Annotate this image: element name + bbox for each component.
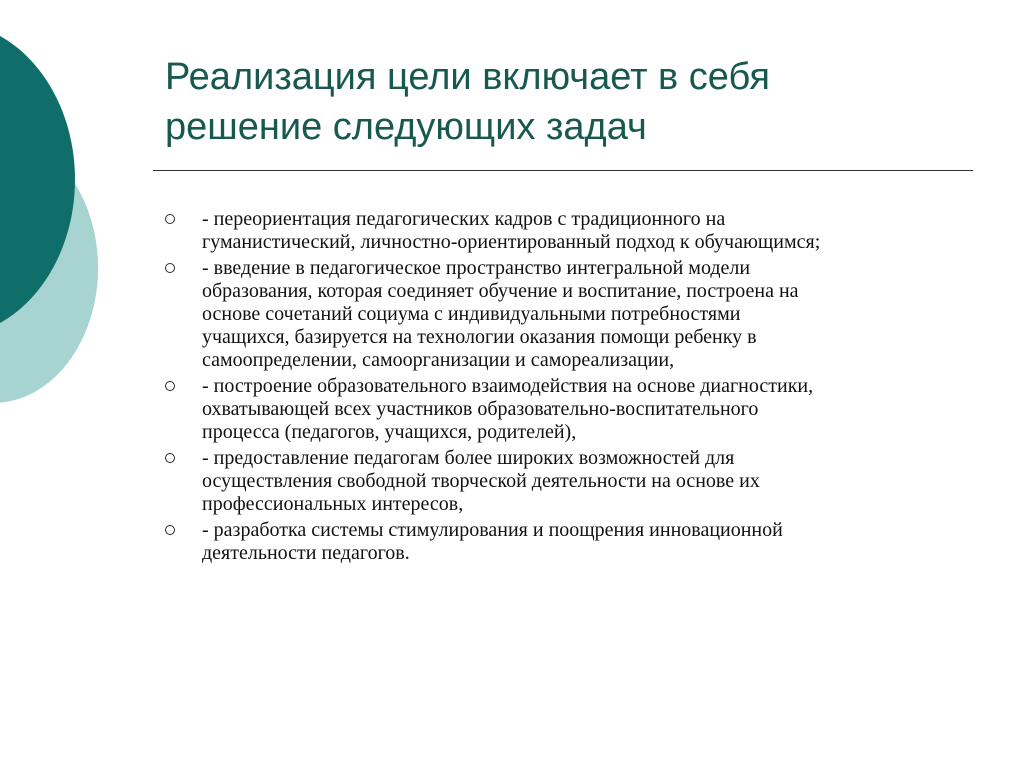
- slide-title-line: решение следующих задач: [165, 106, 647, 148]
- list-item-line: деятельности педагогов.: [202, 542, 410, 564]
- list-item-line: самоопределении, самоорганизации и самореализации,: [202, 349, 675, 371]
- hollow-circle-bullet-icon: [165, 525, 175, 535]
- list-item-line: профессиональных интересов,: [202, 493, 464, 515]
- list-item: [165, 519, 965, 565]
- hollow-circle-bullet-icon: [165, 214, 175, 224]
- list-item: [165, 257, 965, 372]
- list-item: [165, 375, 965, 444]
- hollow-circle-bullet-icon: [165, 453, 175, 463]
- list-item: [165, 447, 965, 516]
- slide-title-line: Реализация цели включает в себя: [165, 56, 770, 98]
- list-item-line: процесса (педагогов, учащихся, родителей),: [202, 421, 577, 443]
- list-item-line: - переориентация педагогических кадров с традиционного на: [202, 208, 726, 230]
- hollow-circle-bullet-icon: [165, 263, 175, 273]
- list-item-line: - разработка системы стимулирования и поощрения инновационной: [202, 519, 783, 541]
- list-item-line: гуманистический, личностно-ориентированный подход к обучающимся;: [202, 231, 821, 253]
- slide-title: [165, 52, 965, 152]
- list-item-line: - предоставление педагогам более широких возможностей для: [202, 447, 735, 469]
- hollow-circle-bullet-icon: [165, 381, 175, 391]
- title-divider: [153, 170, 973, 171]
- list-item-line: охватывающей всех участников образовательно-воспитательного: [202, 398, 759, 420]
- list-item-line: основе сочетаний социума с индивидуальными потребностями: [202, 303, 741, 325]
- list-item-line: - введение в педагогическое пространство интегральной модели: [202, 257, 751, 279]
- list-item-line: - построение образовательного взаимодействия на основе диагностики,: [202, 375, 814, 397]
- list-item-line: учащихся, базируется на технологии оказания помощи ребенку в: [202, 326, 757, 348]
- list-item-line: осуществления свободной творческой деятельности на основе их: [202, 470, 760, 492]
- task-list: [165, 208, 965, 568]
- list-item: [165, 208, 965, 254]
- list-item-line: образования, которая соединяет обучение и воспитание, построена на: [202, 280, 799, 302]
